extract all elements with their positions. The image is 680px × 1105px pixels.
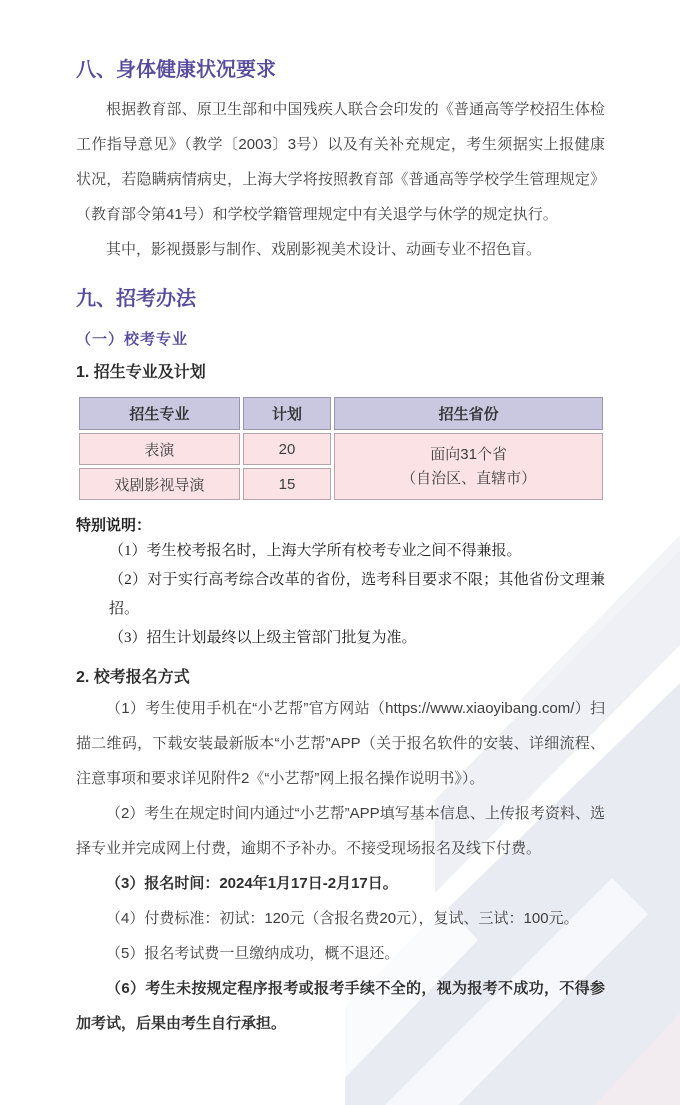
special-note-item-3: （3）招生计划最终以上级主管部门批复为准。 [109,630,417,646]
province-line-2: （自治区、直辖市） [401,469,537,487]
plan-title: 1. 招生专业及计划 [76,364,206,381]
register-title: 2. 校考报名方式 [76,669,190,686]
section-health-heading: 八、身体健康状况要求 [76,59,276,81]
register-item-5-no-refund: （5）报名考试费一旦缴纳成功，概不退还。 [106,945,400,962]
header-major: 招生专业 [79,397,240,430]
header-quota: 计划 [243,397,331,430]
table-header-row [79,397,603,430]
cell-province-merged [334,433,603,500]
special-note-item-2: （2）对于实行高考综合改革的省份，选考科目要求不限；其他省份文理兼招。 [109,572,605,617]
subsection-school-exam-majors: （一）校考专业 [76,331,189,348]
special-note-item-1: （1）考生校考报名时，上海大学所有校考专业之间不得兼报。 [109,543,522,559]
header-province: 招生省份 [334,397,603,430]
register-item-1: （1）考生使用手机在“小艺帮”官方网站（https://www.xiaoyibang.com/）扫描二维码，下载安装最新版本“小艺帮”APP（关于报名软件的安装、详细流程、注意事项和要求详见附件2《“小艺帮”网上报名操作说明书》）。 [76,700,605,787]
register-item-6-invalid: （6）考生未按规定程序报考或报考手续不全的，视为报考不成功，不得参加考试，后果由考生自行承担。 [76,980,605,1032]
colorblind-restriction-paragraph: 其中，影视摄影与制作、戏剧影视美术设计、动画专业不招色盲。 [106,241,542,258]
admission-plan-table [76,394,606,503]
province-line-1: 面向31个省 [430,445,507,463]
cell-quota-directing: 15 [243,468,331,500]
section-method-heading: 九、招考办法 [76,288,196,310]
special-note-title: 特别说明： [76,518,152,534]
register-items-list [76,691,605,1041]
special-note-block [76,515,605,653]
register-item-3-deadline: （3）报名时间：2024年1月17日-2月17日。 [106,875,398,892]
register-item-2: （2）考生在规定时间内通过“小艺帮”APP填写基本信息、上传报考资料、选择专业并完成网上付费，逾期不予补办。不接受现场报名及线下付费。 [76,805,605,857]
health-requirement-paragraph: 根据教育部、原卫生部和中国残疾人联合会印发的《普通高等学校招生体检工作指导意见》（教学〔2003〕3号）以及有关补充规定，考生须据实上报健康状况，若隐瞒病情病史，上海大学将按照教育部《普通高等学校学生管理规定》（教育部令第41号）和学校学籍管理规定中有关退学与休学的规定执行。 [76,101,605,223]
register-item-4-fees: （4）付费标准：初试：120元（含报名费20元），复试、三试：100元。 [106,910,579,927]
cell-quota-performance: 20 [243,433,331,465]
cell-major-performance: 表演 [79,433,240,465]
cell-major-directing: 戏剧影视导演 [79,468,240,500]
table-row [79,433,603,465]
